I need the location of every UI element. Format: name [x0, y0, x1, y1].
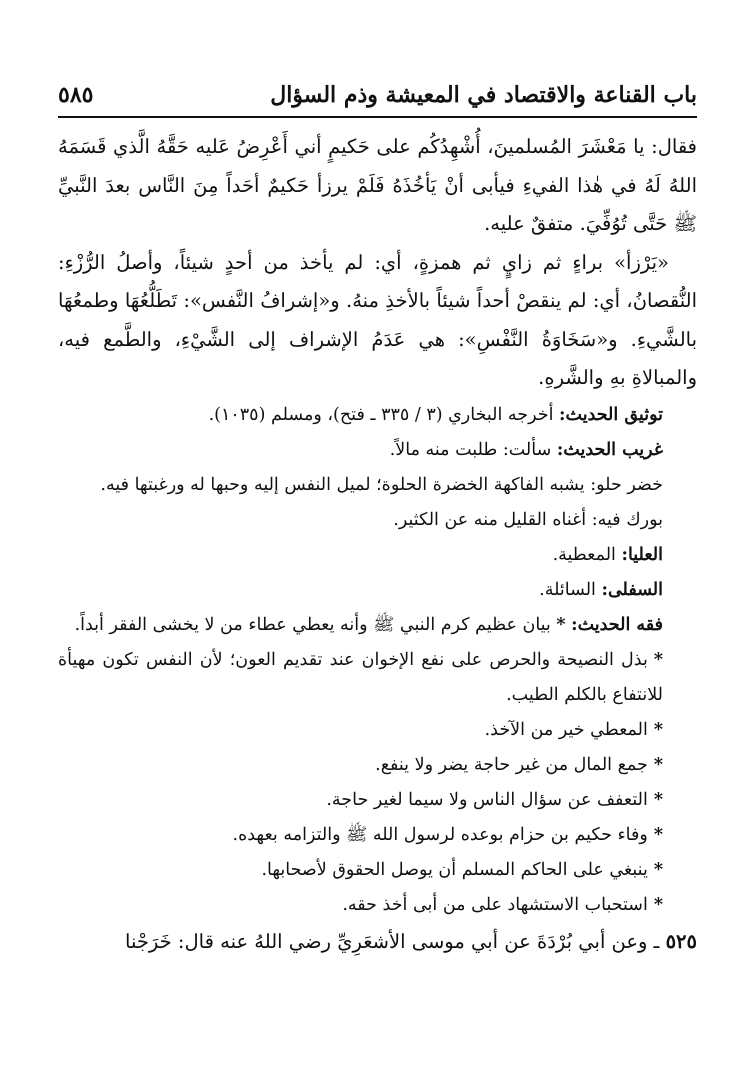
list-item [58, 888, 697, 923]
fiqh-line [58, 608, 697, 643]
list-item [58, 713, 697, 748]
page-content [58, 128, 697, 961]
list-item [58, 853, 697, 888]
bullet-star: * [653, 754, 663, 775]
definition-term: العليا: [621, 544, 663, 565]
definition-text: أغناه القليل منه عن الكثير. [393, 509, 587, 530]
chapter-title: باب القناعة والاقتصاد في المعيشة وذم السؤال [270, 82, 697, 108]
definition-line [58, 468, 697, 503]
bullet-star: * [653, 719, 663, 740]
bullet-star: * [653, 824, 663, 845]
bullet-star: * [653, 789, 663, 810]
definition-line [58, 503, 697, 538]
hadith-text: فقال: يا مَعْشَرَ المُسلمينَ، أُشْهِدُكُم على حَكيمٍ أني أَعْرِضُ عَليه حَقَّهُ الَّذي قَسَمَهُ اللهُ لَهُ في هٰذا الفيءِ فيأبى أنْ يَأخُذَهُ فَلَمْ يرزأ حَكيمٌ أحَداً مِنَ النَّاس بعدَ النَّبيِّ ﷺ حَتَّى تُوُفِّيَ. متفقٌ عليه. [58, 135, 697, 235]
definition-line [58, 538, 697, 573]
definition-line [58, 573, 697, 608]
fiqh-bullets [58, 643, 697, 923]
bullet-star: * [653, 649, 663, 670]
bullet-text: المعطي خير من الآخذ. [484, 719, 648, 740]
takhrij-label: توثيق الحديث: [559, 404, 663, 425]
next-hadith-text: ـ وعن أبي بُرْدَةَ عن أبي موسى الأشعَرِيِّ رضي اللهُ عنه قال: خَرَجْنا [125, 929, 660, 953]
next-hadith [58, 923, 697, 961]
bullet-text: وفاء حكيم بن حزام بوعده لرسول الله ﷺ والتزامه بعهده. [232, 824, 648, 845]
gharib-text: سألت: طلبت منه مالاً. [389, 439, 552, 460]
hadith-number: ٥٢٥ [665, 929, 697, 953]
definition-term: السفلى: [601, 579, 663, 600]
fiqh-text: بيان عظيم كرم النبي ﷺ وأنه يعطي عطاء من لا يخشى الفقر أبداً. [74, 614, 551, 635]
list-item [58, 818, 697, 853]
header-rule [58, 116, 697, 118]
page-number: ٥٨٥ [58, 82, 94, 108]
definition-term: بورك فيه: [591, 509, 663, 530]
definition-term: خضر حلو: [590, 474, 663, 495]
gharib-line [58, 433, 697, 468]
definition-text: السائلة. [539, 579, 596, 600]
list-item [58, 748, 697, 783]
list-item [58, 643, 697, 713]
takhrij-line [58, 398, 697, 433]
bullet-text: بذل النصيحة والحرص على نفع الإخوان عند تقديم العون؛ لأن النفس تكون مهيأة للانتفاع بالكلم الطيب. [58, 649, 663, 705]
takhrij-text: أخرجه البخاري (٣ / ٣٣٥ ـ فتح)، ومسلم (١٠٣٥). [208, 404, 554, 425]
bullet-star: * [653, 894, 663, 915]
list-item [58, 783, 697, 818]
bullet-star: * [653, 859, 663, 880]
definition-text: المعطية. [552, 544, 616, 565]
hadith-explanation: «يَرْزأ» براءٍ ثم زايٍ ثم همزةٍ، أي: لم يأخذ من أحدٍ شيئاً، وأصلُ الرُّزْءِ: النُّقصانُ، أي: لم ينقصْ أحداً شيئاً بالأخذِ منهُ. و«إشرافُ النَّفس»: تَطَلُّعُهَا وطمعُهَا بالشَّيءِ. و«سَخَاوَةُ النَّفْسِ»: هي عَدَمُ الإشراف إلى الشَّيْءِ، والطَّمع فيه، والمبالاةِ بهِ والشَّرهِ. [58, 250, 697, 389]
fiqh-label: فقه الحديث: [571, 614, 663, 635]
bullet-text: استحباب الاستشهاد على من أبى أخذ حقه. [342, 894, 648, 915]
page-header [58, 80, 697, 114]
definition-text: يشبه الفاكهة الخضرة الحلوة؛ لميل النفس إليه وحبها له ورغبتها فيه. [100, 474, 585, 495]
bullet-star: * [556, 614, 566, 635]
bullet-text: ينبغي على الحاكم المسلم أن يوصل الحقوق لأصحابها. [261, 859, 648, 880]
gharib-label: غريب الحديث: [556, 439, 663, 460]
bullet-text: جمع المال من غير حاجة يضر ولا ينفع. [375, 754, 648, 775]
bullet-text: التعفف عن سؤال الناس ولا سيما لغير حاجة. [326, 789, 648, 810]
